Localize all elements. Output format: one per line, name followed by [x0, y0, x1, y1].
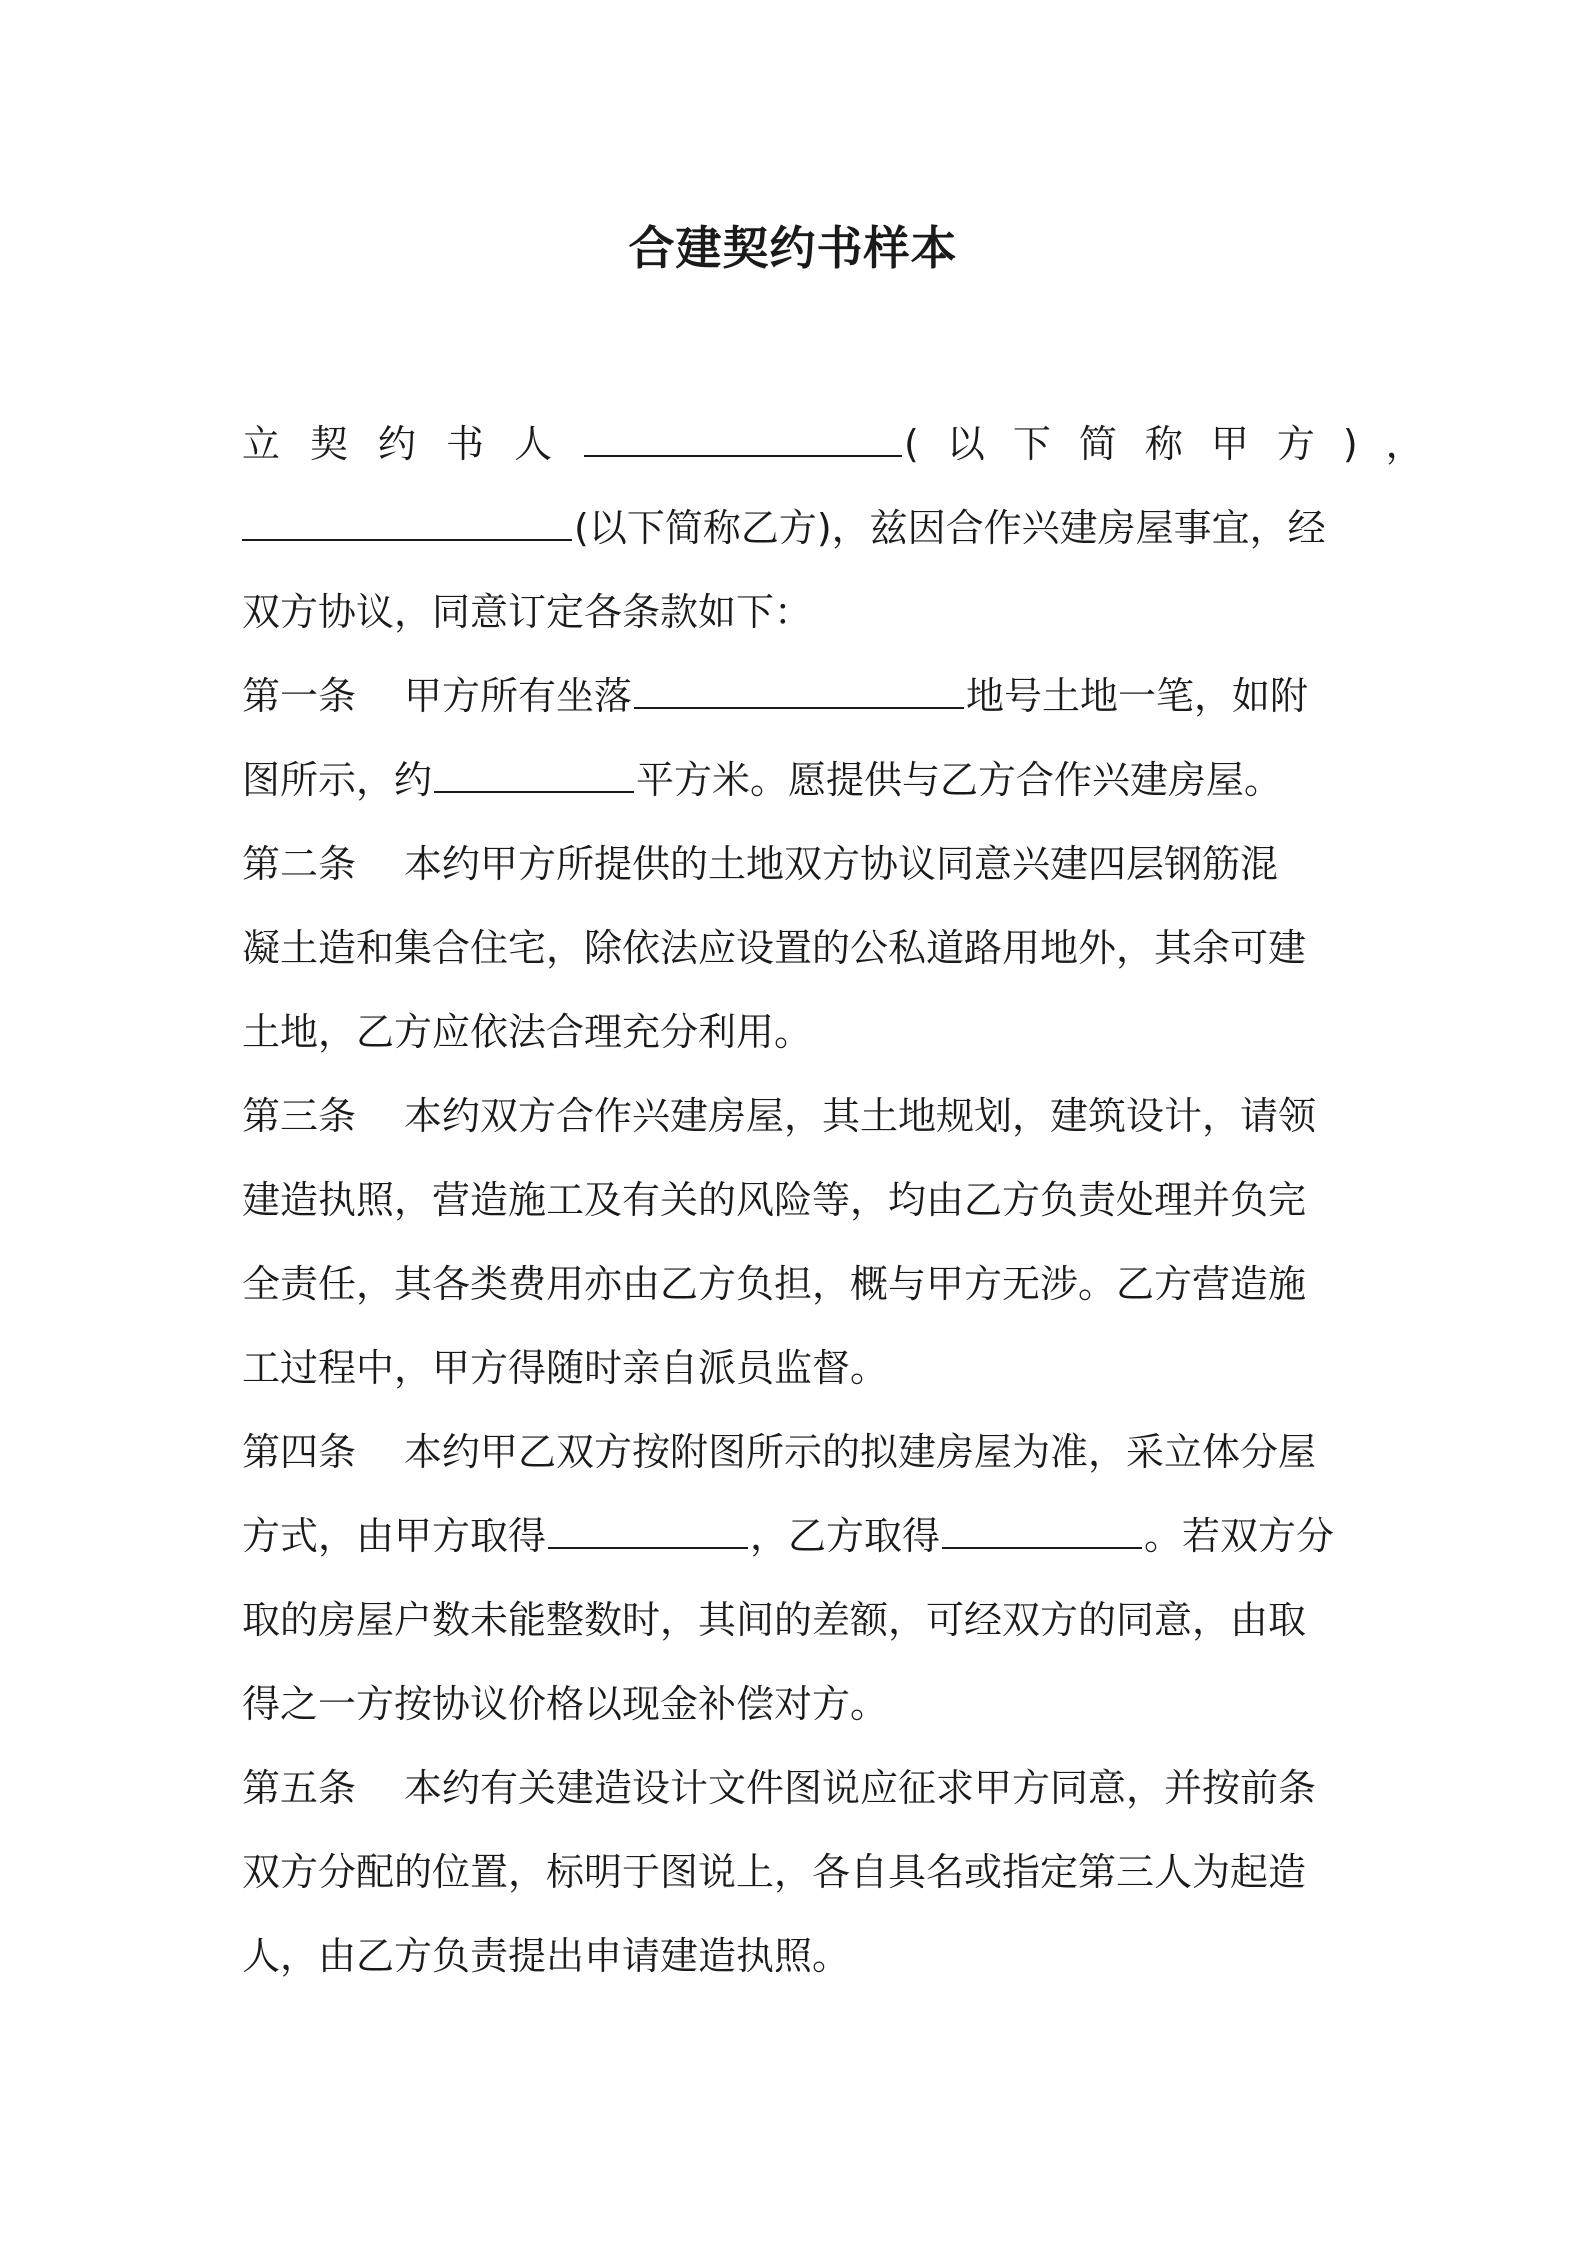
- article-4-text-1: 本约甲乙双方按附图所示的拟建房屋为准，采立体分屋: [404, 1430, 1317, 1474]
- preamble-parties-label: 立契约书人: [242, 422, 583, 466]
- article-4-line-1: [242, 1410, 1354, 1494]
- article-3-line-3: 全责任，其各类费用亦由乙方负担，概与甲方无涉。乙方营造施: [242, 1262, 1307, 1306]
- preamble-line-2: [242, 486, 1354, 570]
- article-2-line-1: [242, 822, 1354, 906]
- article-2-line-2: 凝土造和集合住宅，除依法应设置的公私道路用地外，其余可建: [242, 926, 1307, 970]
- article-5-line-3: 人，由乙方负责提出申请建造执照。: [242, 1934, 851, 1978]
- article-3-text-1: 本约双方合作兴建房屋，其土地规划，建筑设计，请领: [404, 1094, 1317, 1138]
- preamble-line-3: 双方协议，同意订定各条款如下：: [242, 590, 813, 634]
- land-area-blank: [434, 753, 634, 793]
- article-2-heading: 第二条: [242, 842, 357, 886]
- article-2-line-3: 土地，乙方应依法合理充分利用。: [242, 1010, 813, 1054]
- article-3-line-2: 建造执照，营造施工及有关的风险等，均由乙方负责处理并负完: [242, 1178, 1307, 1222]
- article-5-line-1: [242, 1746, 1354, 1830]
- article-5-heading: 第五条: [242, 1766, 357, 1810]
- party-a-share-blank: [548, 1509, 748, 1549]
- article-2-text-1: 本约甲方所提供的土地双方协议同意兴建四层钢筋混: [404, 842, 1279, 886]
- article-1-text-a: 甲方所有坐落: [404, 674, 633, 718]
- party-a-note: (以下简称甲方)，: [904, 422, 1452, 466]
- article-4-heading: 第四条: [242, 1430, 357, 1474]
- article-5-text-1: 本约有关建造设计文件图说应征求甲方同意，并按前条: [404, 1766, 1317, 1810]
- article-4-line-3: 取的房屋户数未能整数时，其间的差额，可经双方的同意，由取: [242, 1598, 1307, 1642]
- article-1-line-2: [242, 738, 1354, 822]
- party-b-blank: [242, 501, 572, 541]
- article-1-text-b: 地号土地一笔，如附: [966, 674, 1309, 718]
- party-b-note: (以下简称乙方)，兹因合作兴建房屋事宜，经: [574, 506, 1326, 550]
- land-location-blank: [634, 669, 964, 709]
- article-1-heading: 第一条: [242, 674, 357, 718]
- article-4-line-4: 得之一方按协议价格以现金补偿对方。: [242, 1682, 889, 1726]
- article-3-line-4: 工过程中，甲方得随时亲自派员监督。: [242, 1346, 889, 1390]
- document-body: [242, 402, 1452, 1998]
- article-4-line-2: [242, 1494, 1354, 1578]
- article-3-line-1: [242, 1074, 1354, 1158]
- article-4-text-a: 方式，由甲方取得: [242, 1514, 547, 1558]
- document-title: 合建契约书样本: [628, 221, 958, 275]
- article-4-text-b: ，乙方取得: [750, 1514, 941, 1558]
- article-4-text-c: 。若双方分: [1144, 1514, 1335, 1558]
- article-3-heading: 第三条: [242, 1094, 357, 1138]
- article-1-line-1: [242, 654, 1354, 738]
- article-5-line-2: 双方分配的位置，标明于图说上，各自具名或指定第三人为起造: [242, 1850, 1307, 1894]
- preamble-line-1: [242, 402, 1452, 486]
- article-1-text-d: 平方米。愿提供与乙方合作兴建房屋。: [636, 758, 1283, 802]
- party-b-share-blank: [942, 1509, 1142, 1549]
- article-1-text-c: 图所示，约: [242, 758, 433, 802]
- party-a-blank: [584, 417, 902, 457]
